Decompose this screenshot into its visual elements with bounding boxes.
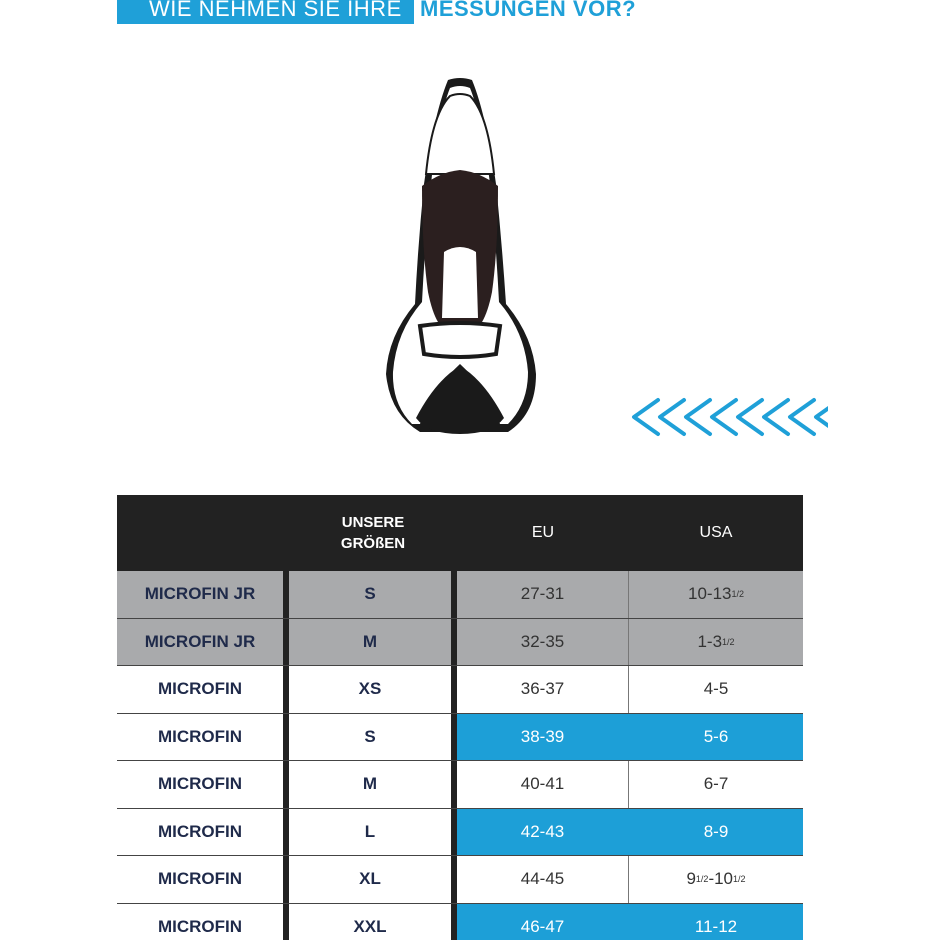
cell-eu: 46-47 [457, 904, 629, 940]
cell-size: M [289, 619, 457, 666]
header-eu: EU [531, 524, 555, 541]
table-row [117, 714, 803, 762]
cell-model: MICROFIN JR [117, 619, 289, 666]
cell-size: XS [289, 666, 457, 713]
cell-usa: 5-6 [629, 714, 803, 761]
cell-size: M [289, 761, 457, 808]
cell-size: XXL [289, 904, 457, 940]
cell-usa: 6-7 [703, 774, 729, 794]
cell-usa: 11-12 [629, 904, 803, 940]
table-header [117, 495, 803, 571]
cell-eu: 36-37 [457, 666, 629, 713]
cell-model: MICROFIN [117, 904, 289, 940]
table-row [117, 761, 803, 809]
cell-size: XL [289, 856, 457, 903]
cell-size: S [289, 571, 457, 618]
table-row [117, 571, 803, 619]
cell-usa: 9 1/2 -10 1/2 [686, 869, 746, 889]
cell-eu: 42-43 [457, 809, 629, 856]
cell-usa: 10-13 1/2 [629, 571, 803, 618]
size-chart-table [117, 495, 803, 940]
chevron-left-arrows-icon [628, 396, 828, 438]
table-row [117, 619, 803, 667]
header-sizes-line2: GRÖßEN [340, 535, 406, 552]
header-usa: USA [699, 524, 733, 541]
cell-eu: 44-45 [457, 856, 629, 903]
cell-model: MICROFIN [117, 714, 289, 761]
cell-eu: 40-41 [457, 761, 629, 808]
title-banner [117, 0, 636, 24]
swim-fin-icon [378, 74, 543, 444]
cell-model: MICROFIN [117, 856, 289, 903]
header-model [117, 495, 289, 571]
cell-model: MICROFIN [117, 666, 289, 713]
cell-size: S [289, 714, 457, 761]
table-row [117, 809, 803, 857]
table-row [117, 666, 803, 714]
cell-model: MICROFIN [117, 761, 289, 808]
cell-eu: 27-31 [457, 571, 629, 618]
cell-size: L [289, 809, 457, 856]
cell-usa: 8-9 [629, 809, 803, 856]
cell-model: MICROFIN [117, 809, 289, 856]
header-sizes-line1: UNSERE [341, 514, 405, 531]
title-right: MESSUNGEN VOR? [420, 0, 637, 21]
cell-model: MICROFIN JR [117, 571, 289, 618]
cell-usa: 1-3 1/2 [629, 619, 803, 666]
table-row [117, 904, 803, 940]
title-left: WIE NEHMEN SIE IHRE [117, 0, 414, 24]
header-sizes [289, 495, 457, 571]
cell-usa: 4-5 [703, 679, 729, 699]
table-row [117, 856, 803, 904]
cell-eu: 32-35 [457, 619, 629, 666]
cell-eu: 38-39 [457, 714, 629, 761]
